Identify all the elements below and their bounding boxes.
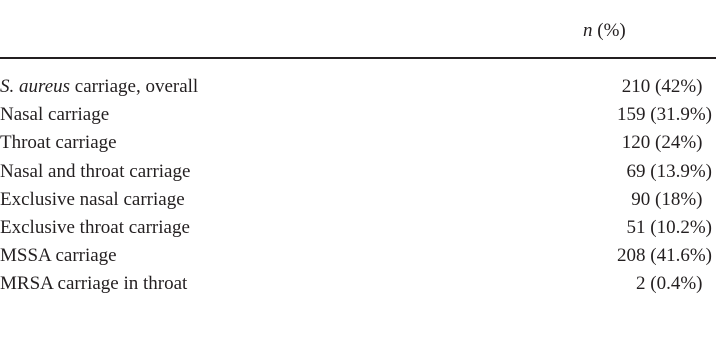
- row-label-text: Throat carriage: [0, 132, 117, 154]
- row-label-text: MSSA carriage: [0, 245, 117, 267]
- table-row: [0, 104, 716, 132]
- row-value: 69 (13.9%): [626, 160, 712, 182]
- column-header-percent: (%): [592, 20, 626, 41]
- row-value: 51 (10.2%): [626, 216, 712, 238]
- row-label-text: MRSA carriage in throat: [0, 273, 188, 295]
- row-label-text: Nasal and throat carriage: [0, 160, 191, 182]
- row-value: 159 (31.9%): [617, 104, 712, 126]
- column-header-n-percent: [583, 20, 626, 42]
- row-label-text: carriage, overall: [70, 76, 199, 97]
- row-label-text: Exclusive nasal carriage: [0, 188, 185, 210]
- table-header: [0, 0, 716, 58]
- row-label: [0, 104, 109, 126]
- row-value: 210 (42%): [621, 76, 712, 97]
- row-label: [0, 245, 117, 267]
- row-label-text: Nasal carriage: [0, 104, 110, 126]
- table-row: [0, 161, 716, 189]
- row-value: 208 (41.6%): [617, 245, 712, 267]
- table-body: [0, 76, 716, 302]
- header-rule: [0, 57, 716, 59]
- table-row: [0, 245, 716, 273]
- row-label: [0, 161, 190, 183]
- row-label: [0, 189, 185, 211]
- table-row: [0, 273, 716, 301]
- table-row: [0, 132, 716, 160]
- table-row: [0, 76, 716, 104]
- row-label-italic: S. aureus: [0, 76, 71, 97]
- table-row: [0, 217, 716, 245]
- row-value: 90 (18%): [631, 188, 712, 210]
- column-header-n: n: [583, 20, 593, 41]
- row-value: 120 (24%): [621, 132, 712, 154]
- row-label: [0, 217, 190, 239]
- row-label: [0, 132, 117, 154]
- row-label: [0, 273, 187, 295]
- row-value: 2 (0.4%): [636, 273, 712, 295]
- row-label-text: Exclusive throat carriage: [0, 216, 190, 238]
- table-row: [0, 189, 716, 217]
- row-label: [0, 76, 198, 98]
